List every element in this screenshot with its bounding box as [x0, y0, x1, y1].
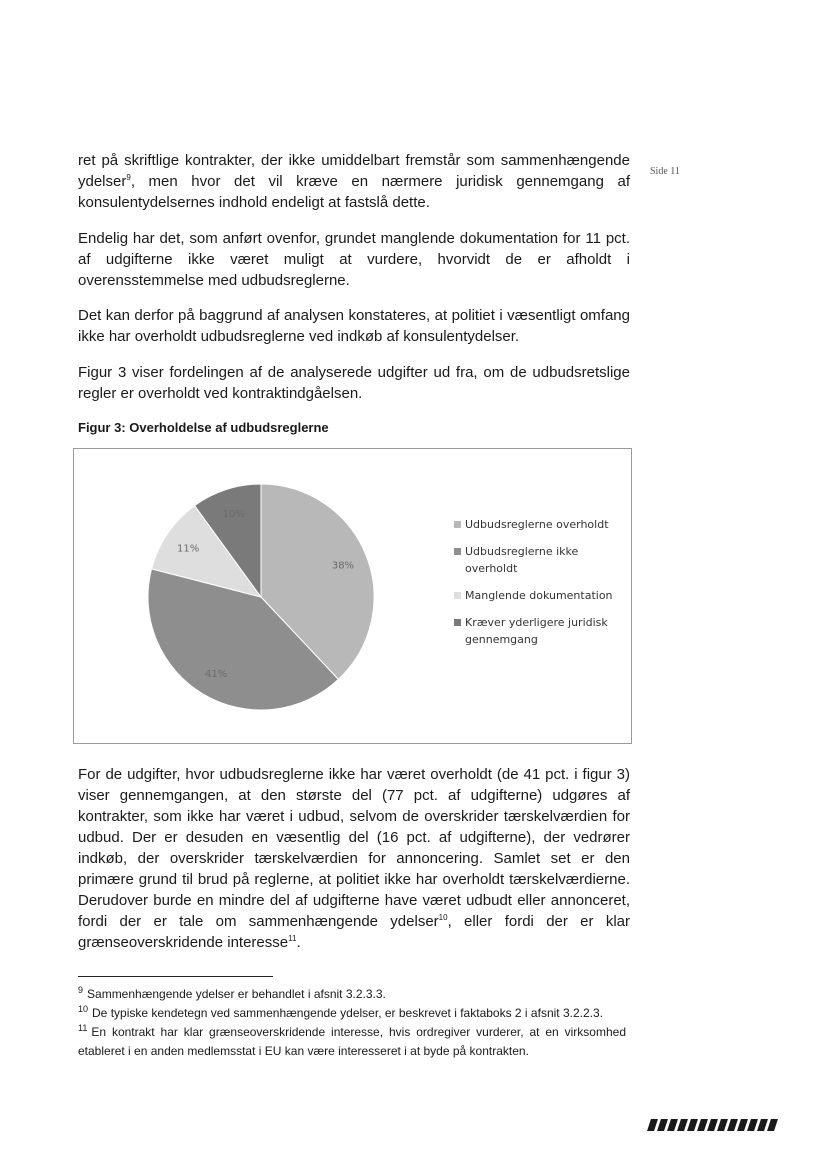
paragraph-2: Endelig har det, som anført ovenfor, grundet manglende dokumentation for 11 pct. af udgifterne ikke været muligt at vurdere, hvorvidt de er afholdt i overensstemmelse med udbudsreglerne.: [78, 230, 630, 289]
paragraph-5-text-b: , eller fordi der er klar grænseoverskridende interesse: [78, 913, 630, 951]
legend-swatch: [454, 619, 461, 626]
pie-chart: [74, 449, 404, 743]
legend-swatch: [454, 592, 461, 599]
legend-label: Udbudsreglerne ikke overholdt: [465, 545, 579, 575]
footnote-text: De typiske kendetegn ved sammenhængende ydelser, er beskrevet i faktaboks 2 i afsnit 3.2.2.3.: [92, 1006, 603, 1020]
pie-slice-label: 10%: [222, 509, 245, 521]
legend-item: [454, 516, 634, 533]
paragraph-1-text-a: ret på skriftlige kontrakter, der ikke umiddelbart fremstår som sammenhængende ydelser: [78, 152, 630, 190]
legend-item: [454, 614, 634, 648]
footnote-ref-11[interactable]: 11: [288, 934, 297, 943]
footnote-number: 9: [78, 985, 84, 995]
footnote-ref-10[interactable]: 10: [438, 913, 448, 922]
footnote-number: 11: [78, 1023, 88, 1033]
footnote-text: Sammenhængende ydelser er behandlet i afsnit 3.2.3.3.: [87, 987, 386, 1001]
pie-slice-label: 41%: [205, 668, 228, 680]
legend-swatch: [454, 521, 461, 528]
paragraph-5-text-c: .: [296, 934, 301, 951]
decorative-stripe-mark: [649, 1104, 783, 1134]
footnote-number: 10: [78, 1004, 89, 1014]
footnote-10: [78, 1004, 626, 1023]
chart-legend: [454, 516, 634, 658]
footnote-text: En kontrakt har klar grænseoverskridende interesse, hvis ordregiver vurderer, at en virksomhed etableret i en anden medlemsstat i EU kan være interesseret i at byde på kontrakten.: [78, 1025, 626, 1058]
legend-item: [454, 543, 634, 577]
footnote-divider: [78, 976, 273, 977]
paragraph-1-text-b: , men hvor det vil kræve en nærmere juridisk gennemgang af konsulentydelsernes indhold endeligt at fastslå dette.: [78, 173, 630, 211]
legend-label: Manglende dokumentation: [465, 589, 613, 602]
figure-title: Figur 3: Overholdelse af udbudsreglerne: [78, 420, 329, 435]
page-number: Side 11: [650, 166, 680, 177]
pie-slice-label: 11%: [176, 543, 200, 555]
footnote-9: [78, 985, 626, 1004]
legend-label: Udbudsreglerne overholdt: [465, 518, 609, 531]
legend-label: Kræver yderligere juridisk gennemgang: [465, 616, 608, 646]
figure-chart-frame: [73, 448, 632, 744]
pie-slice-label: 38%: [331, 560, 355, 572]
footnote-ref-9[interactable]: 9: [126, 173, 131, 182]
footnote-11: [78, 1023, 626, 1061]
paragraph-5-text-a: For de udgifter, hvor udbudsreglerne ikke har været overholdt (de 41 pct. i figur 3) viser gennemgangen, at den største del (77 pct. af udgifterne) udgøres af kontrakter, som ikke har været i udbud, selvom de overskrider tærskelværdien for udbud. Der er desuden en væsentlig del (16 pct. af udgifterne), der vedrører indkøb, der overskrider tærskelværdien for annoncering. Samlet set er den primære grund til brud på reglerne, at politiet ikke har overholdt tærskelværdierne. Derudover burde en mindre del af udgifterne have været udbudt eller annonceret, fordi der er tale om sammenhængende ydelser: [78, 766, 630, 930]
footnotes: [78, 985, 626, 1061]
legend-item: [454, 587, 634, 604]
paragraph-5: [78, 764, 630, 953]
paragraph-1: [78, 150, 630, 213]
paragraph-4: Figur 3 viser fordelingen af de analyserede udgifter ud fra, om de udbudsretslige regler er overholdt ved kontraktindgåelsen.: [78, 364, 630, 402]
legend-swatch: [454, 548, 461, 555]
paragraph-3: Det kan derfor på baggrund af analysen konstateres, at politiet i væsentligt omfang ikke har overholdt udbudsreglerne ved indkøb af konsulentydelser.: [78, 307, 630, 345]
